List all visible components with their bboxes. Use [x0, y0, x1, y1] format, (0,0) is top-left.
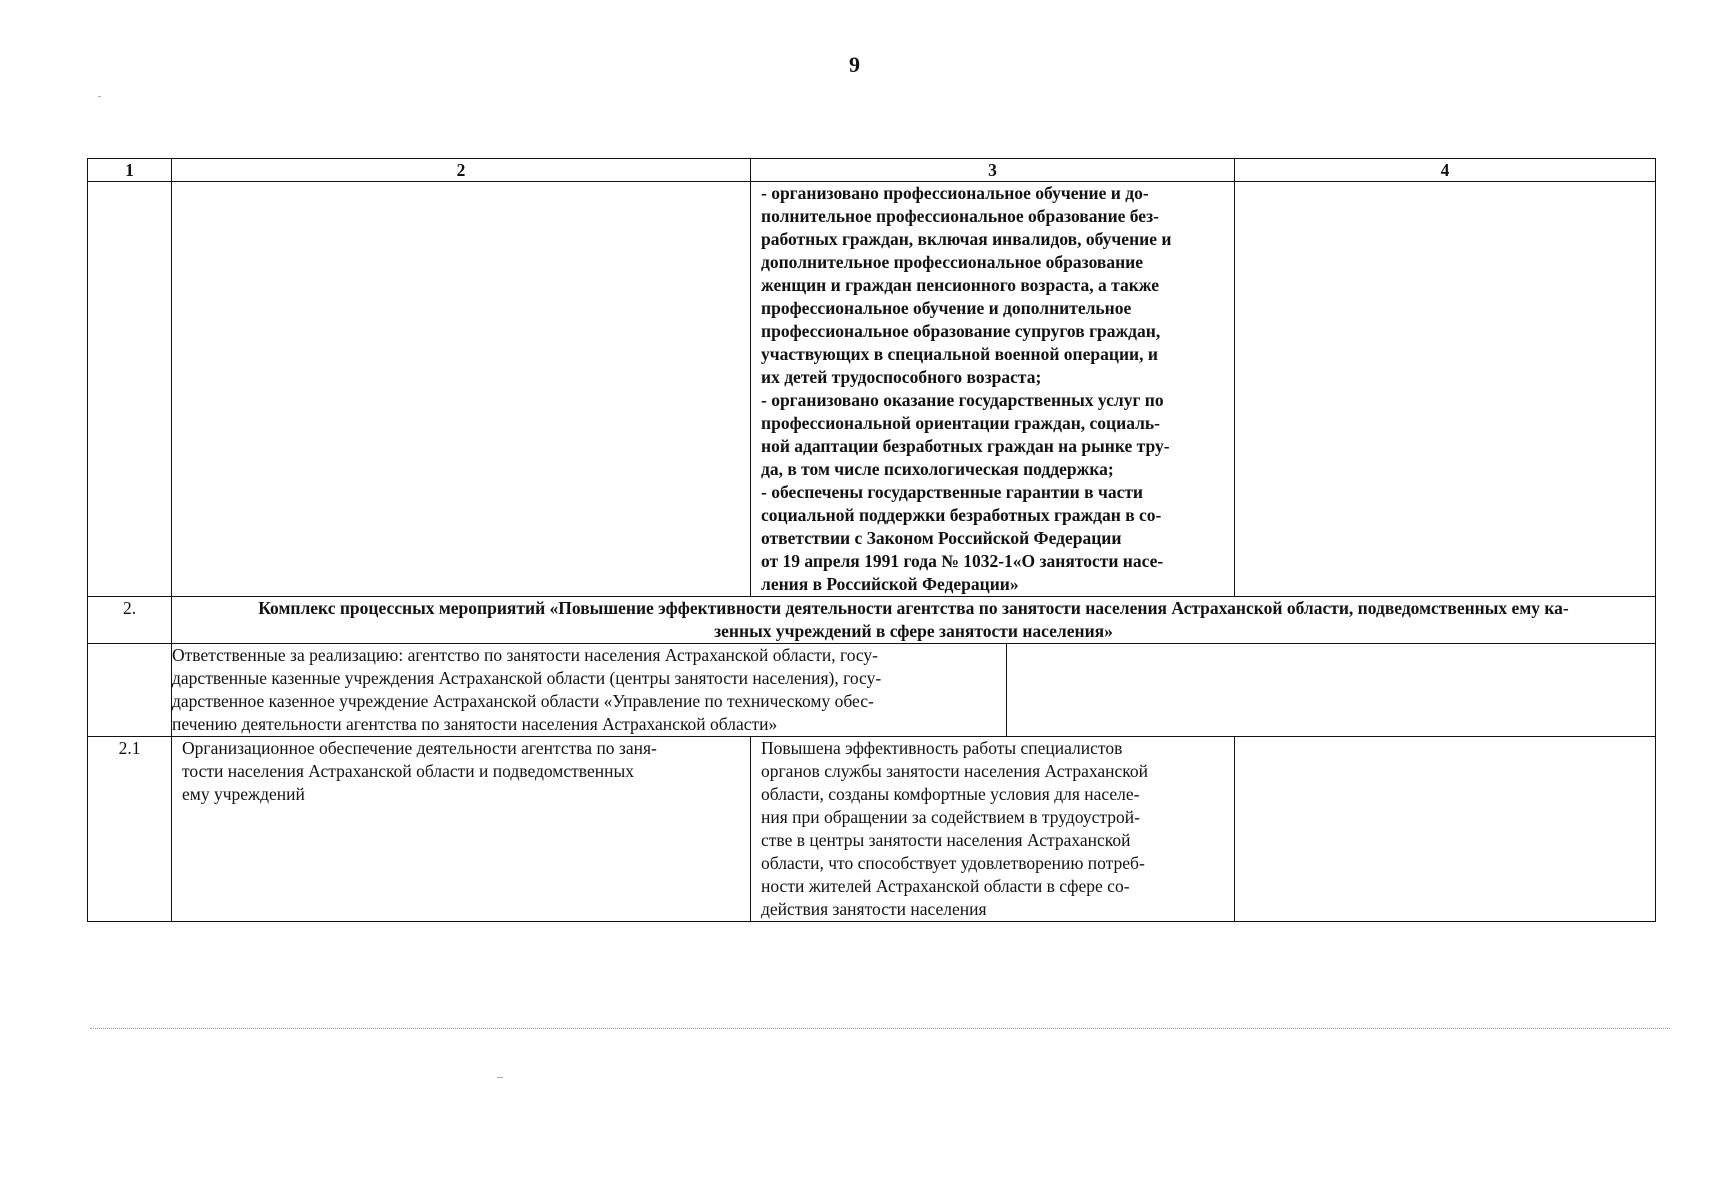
results-line: профессиональное обучение и дополнительное — [761, 298, 1132, 318]
task-line: тости населения Астраханской области и подведомственных — [182, 761, 634, 781]
results-line: ления в Российской Федерации» — [761, 574, 1019, 594]
row-2-title-cell — [172, 597, 1656, 644]
result-line: стве в центры занятости населения Астраханской — [761, 830, 1131, 850]
task-line: Организационное обеспечение деятельности агентства по заня- — [182, 738, 657, 758]
responsible-line: Ответственные за реализацию: агентство по занятости населения Астраханской области, госу- — [172, 645, 879, 665]
row-2-1-number: 2.1 — [88, 737, 172, 922]
table-row-2-1 — [88, 737, 1656, 922]
header-col-2: 2 — [172, 159, 751, 182]
result-line: действия занятости населения — [761, 899, 987, 919]
header-col-1: 1 — [88, 159, 172, 182]
results-line: - организовано оказание государственных услуг по — [761, 390, 1164, 410]
table-row-responsible — [88, 644, 1656, 737]
row-2-title-line: Комплекс процессных мероприятий «Повышение эффективности деятельности агентства по занятости населения Астраханской области, подведомственных ему ка- — [258, 598, 1569, 618]
result-line: Повышена эффективность работы специалистов — [761, 738, 1123, 758]
row-2-1-results-cell — [751, 737, 1235, 922]
results-line: профессиональной ориентации граждан, социаль- — [761, 413, 1161, 433]
responsible-empty — [1007, 644, 1665, 736]
results-line: женщин и граждан пенсионного возраста, а также — [761, 275, 1160, 295]
results-line: дополнительное профессиональное образование — [761, 252, 1144, 272]
scan-mark — [497, 1077, 503, 1078]
task-line: ему учреждений — [182, 784, 305, 804]
results-line: от 19 апреля 1991 года № 1032-1«О занятости насе- — [761, 551, 1164, 571]
responsible-split — [162, 644, 1665, 736]
result-line: органов службы занятости населения Астраханской — [761, 761, 1148, 781]
row-2-number: 2. — [88, 597, 172, 644]
measures-table — [87, 158, 1656, 922]
continuation-num-cell — [88, 182, 172, 597]
row-2-title-line: зенных учреждений в сфере занятости населения» — [714, 621, 1113, 641]
responsible-num-cell — [88, 644, 172, 737]
results-line: - организовано профессиональное обучение и до- — [761, 183, 1149, 203]
results-line: участвующих в специальной военной операции, и — [761, 344, 1158, 364]
continuation-col2-cell — [172, 182, 751, 597]
scan-dotted-artifact — [90, 1028, 1670, 1031]
page-number: 9 — [849, 52, 860, 77]
responsible-cell — [172, 644, 1656, 737]
responsible-line: дарственное казенное учреждение Астраханской области «Управление по техническому обес- — [172, 691, 874, 711]
responsible-line: печению деятельности агентства по занятости населения Астраханской области» — [172, 714, 778, 734]
results-line: - обеспечены государственные гарантии в части — [761, 482, 1144, 502]
header-col-3: 3 — [751, 159, 1235, 182]
results-line: ответствии с Законом Российской Федерации — [761, 528, 1122, 548]
result-line: ности жителей Астраханской области в сфере со- — [761, 876, 1130, 896]
row-2-1-col4-cell — [1235, 737, 1656, 922]
results-line: их детей трудоспособного возраста; — [761, 367, 1042, 387]
continuation-col4-cell — [1235, 182, 1656, 597]
results-line: профессиональное образование супругов граждан, — [761, 321, 1161, 341]
scan-mark — [98, 96, 101, 97]
row-2-1-task-cell — [172, 737, 751, 922]
table-row-2 — [88, 597, 1656, 644]
results-line: полнительное профессиональное образование без- — [761, 206, 1159, 226]
results-line: да, в том числе психологическая поддержка; — [761, 459, 1114, 479]
responsible-line: дарственные казенные учреждения Астраханской области (центры занятости населения), госу- — [172, 668, 882, 688]
result-line: области, что способствует удовлетворению потреб- — [761, 853, 1145, 873]
result-line: области, созданы комфортные условия для населе- — [761, 784, 1140, 804]
responsible-text — [162, 644, 1007, 736]
table-header-row — [88, 159, 1656, 182]
table-row-continuation — [88, 182, 1656, 597]
results-line: ной адаптации безработных граждан на рынке тру- — [761, 436, 1170, 456]
continuation-results-cell — [751, 182, 1235, 597]
results-line: социальной поддержки безработных граждан в со- — [761, 505, 1162, 525]
header-col-4: 4 — [1235, 159, 1656, 182]
results-line: работных граждан, включая инвалидов, обучение и — [761, 229, 1172, 249]
result-line: ния при обращении за содействием в трудоустрой- — [761, 807, 1140, 827]
